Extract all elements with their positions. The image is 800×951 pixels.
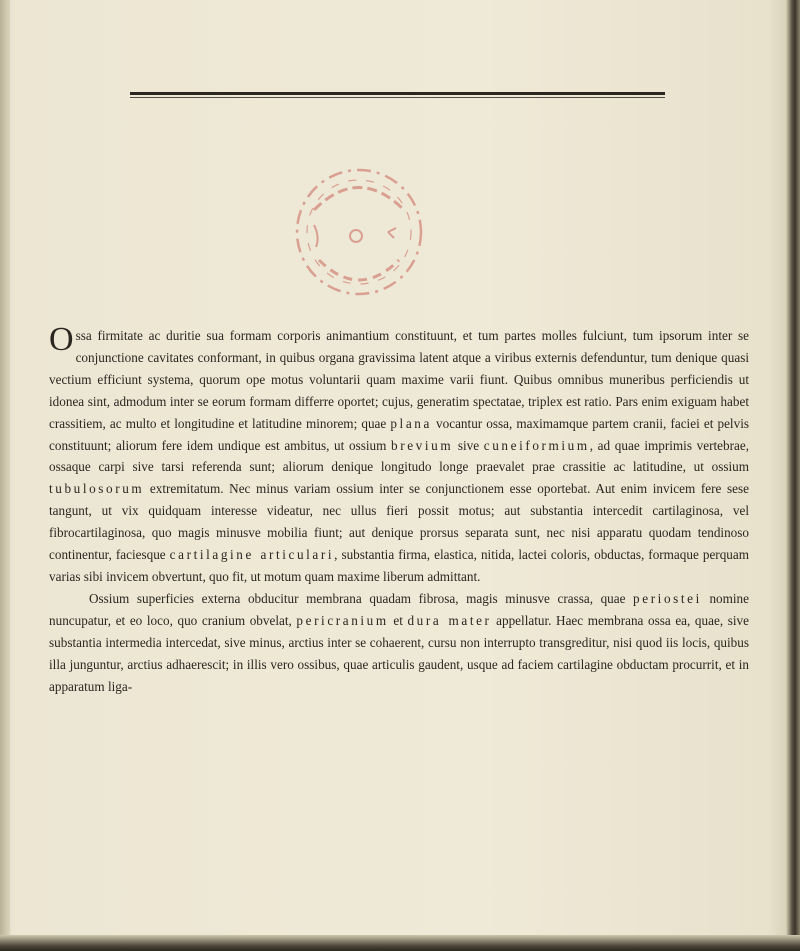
text-run: ssa firmitate ac duritie sua formam corporis animantium constituunt, et tum partes molles fulciunt, tum ipsorum inter se conjunctione cavitates conformant, in quibus organa gravissima latent atque a viribus externis defenduntur, tum denique quasi vectium efficiunt systema, quorum ope motus voluntarii quam maxime varii fiunt. Quibus omnibus muneribus perficiendis ut idonea sint, admodum inter se eorum formam differre oportet; cujus, generatim spectatae, triplex est ratio. Pars enim exiguam habet crassitiem, ac multo et longitudine et latitudine minorem; quae [49,328,749,431]
library-stamp-icon [284,160,434,305]
text-run: et [388,612,408,628]
spaced-term: periostei [633,590,702,606]
header-rule-thick [130,92,665,95]
drop-cap: O [49,321,74,358]
spaced-term: pericranium [296,612,389,628]
text-run: sive [453,437,484,453]
text-run: nomine nuncupatur, et eo loco, quo cranium obvelat, [49,590,749,628]
text-run: , ad quae imprimis vertebrae, ossaque carpi sive tarsi referenda sunt; aliorum denique longitudo longe praevalet prae crassitie ac latitudine, ut ossium [49,437,749,475]
book-spine-shadow [0,0,10,951]
paragraph-2 [49,588,749,698]
text-run: Ossium superficies externa obducitur membrana quadam fibrosa, magis minusve crassa, quae [89,590,634,606]
body-text [49,321,749,697]
spaced-term: cartilagine articulari [169,547,335,563]
spaced-term: dura mater [407,612,492,628]
text-run: vocantur ossa, maximamque partem cranii, faciei et pelvis constituunt; aliorum fere idem undique est ambitus, ut ossium [49,415,749,453]
text-run: , substantia firma, elastica, nitida, lactei coloris, obductas, formaque perquam varias sibi invicem obvertunt, quo fit, ut motum quam maxime liberum admittant. [49,547,749,584]
page-edge-right [786,0,800,951]
text-run: appellatur. Haec membrana ossa ea, quae, sive substantia intermedia intercedat, sive minus, arctius inter se cohaerent, cursu non interrupto transgreditur, nisi quod iis locis, quibus illa junguntur, arctius adhaerescit; in illis vero ossibus, quae articulis gaudent, usque ad faciem cartilagine obductam procurrit, et in apparatum liga- [49,612,749,694]
paragraph-1 [49,321,749,588]
spaced-term: tubulosorum [49,481,145,497]
spaced-term: cuneiformium [483,437,590,453]
page-edge-bottom [0,935,800,951]
header-rule-thin [130,97,665,98]
spaced-term: plana [390,415,432,431]
spaced-term: brevium [391,437,454,453]
text-run: extremitatum. Nec minus variam ossium inter se conjunctionem esse oportebat. Aut enim invicem fere sese tangunt, ut vix quidquam interesse videatur, nec ullus fieri possit motus; aut substantia intercedit cartilaginosa, vel fibrocartilaginosa, quo magis minusve mobilia fiunt; aut denique prorsus separata sunt, nec nisi apparatu quodam tendinoso continentur, faciesque [49,481,749,563]
